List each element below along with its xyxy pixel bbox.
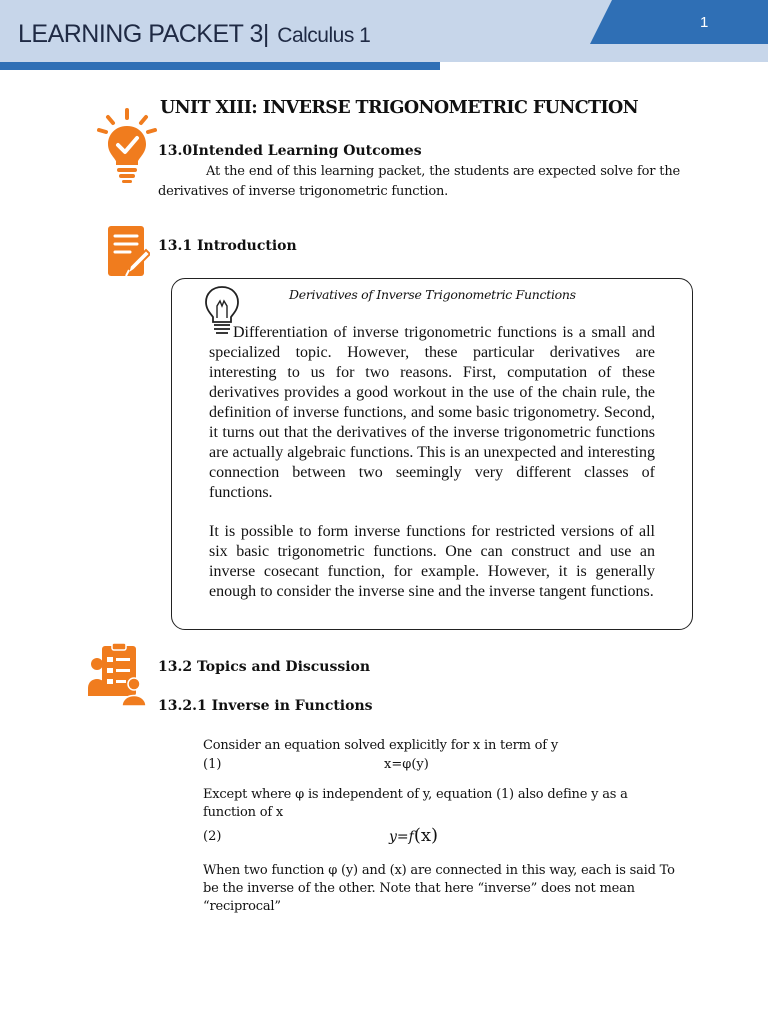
unit-title: UNIT XIII: INVERSE TRIGONOMETRIC FUNCTION <box>160 98 639 118</box>
header-separator: | <box>262 20 269 48</box>
introduction-paragraph-1 <box>209 323 655 503</box>
notepad-pencil-icon <box>106 224 150 278</box>
equation-2 <box>389 825 438 846</box>
lightbulb-check-icon <box>96 108 158 184</box>
subject-name: Calculus 1 <box>277 24 371 47</box>
topics-line-1: Consider an equation solved explicitly for x in term of y <box>203 738 558 753</box>
page-number: 1 <box>700 14 709 31</box>
packet-label: LEARNING PACKET <box>18 20 244 48</box>
equation-2-arg: (x) <box>413 825 439 846</box>
topics-line-2: Except where φ is independent of y, equation (1) also define y as a function of x <box>203 787 628 820</box>
header-title <box>18 20 370 49</box>
page-number-tab <box>590 0 768 44</box>
outcomes-text: At the end of this learning packet, the students are expected solve for the derivatives of inverse trigonometric function. <box>158 164 680 199</box>
topics-heading: 13.2 Topics and Discussion <box>158 659 371 675</box>
box-caption: Derivatives of Inverse Trigonometric Functions <box>289 287 576 302</box>
inverse-functions-heading: 13.2.1 Inverse in Functions <box>158 698 373 714</box>
outcomes-heading: 13.0Intended Learning Outcomes <box>158 143 422 159</box>
equation-2-label: (2) <box>203 829 222 844</box>
topics-line-3: When two function φ (y) and (x) are connected in this way, each is said To be the inverse of the other. Note that here “inverse” does not mean “reciprocal” <box>203 863 675 914</box>
equation-1: x=φ(y) <box>384 757 429 772</box>
introduction-heading: 13.1 Introduction <box>158 238 297 254</box>
packet-number: 3 <box>249 20 263 48</box>
equation-2-lhs: y=f <box>389 829 414 845</box>
checklist-person-icon <box>88 642 152 708</box>
introduction-paragraph-1-text: Differentiation of inverse trigonometric functions is a small and specialized topic. However, these particular derivatives are interesting to us for two reasons. First, computation of these derivatives provides a good workout in the use of the chain rule, the definition of inverse functions, and some basic trigonometry. Second, it turns out that the derivatives of the inverse trigonometric functions are actually algebraic functions. This is an unexpected and interesting connection between two seemingly very different classes of functions. <box>209 324 655 501</box>
introduction-paragraph-2: It is possible to form inverse functions for restricted versions of all six basic trigonometric functions. One can construct and use an inverse cosecant function, for example. However, it is generally enough to consider the inverse sine and the inverse tangent functions. <box>209 523 655 600</box>
header-accent-bar <box>0 62 440 70</box>
equation-1-label: (1) <box>203 757 222 772</box>
